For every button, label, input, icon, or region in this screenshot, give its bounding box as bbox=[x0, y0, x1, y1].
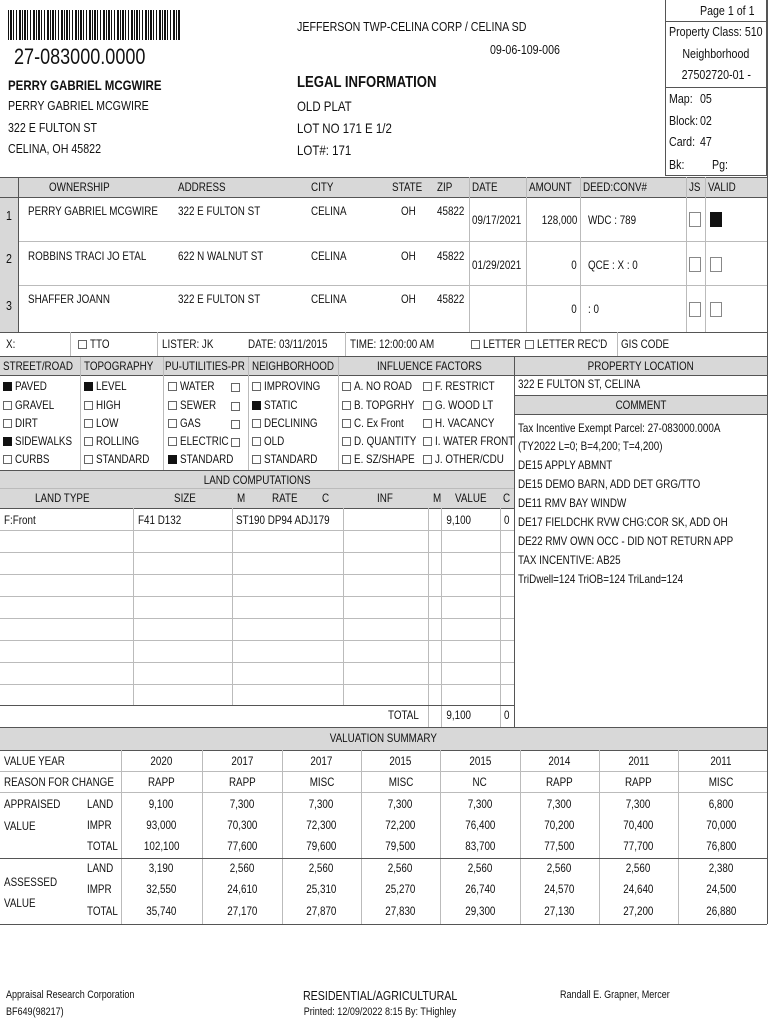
city-cell: CELINA bbox=[311, 204, 347, 218]
value-cell: 83,700 bbox=[464, 839, 496, 853]
value-cell: 93,000 bbox=[146, 818, 177, 832]
valid-checkbox[interactable] bbox=[710, 302, 722, 317]
value-cell: 2,560 bbox=[467, 861, 493, 875]
checkbox[interactable] bbox=[342, 401, 351, 410]
checkbox[interactable] bbox=[3, 401, 12, 410]
barcode bbox=[8, 10, 180, 40]
value-cell: 29,300 bbox=[464, 904, 496, 918]
value-cell: 7,300 bbox=[467, 797, 493, 811]
value-cell: 7,300 bbox=[309, 797, 334, 811]
checkbox[interactable] bbox=[84, 401, 93, 410]
footer-type: RESIDENTIAL/AGRICULTURAL bbox=[302, 988, 458, 1003]
check-item-gas[interactable]: GAS bbox=[168, 416, 205, 430]
legal-title: LEGAL INFORMATION bbox=[297, 74, 437, 91]
comment-line: TAX INCENTIVE: AB25 bbox=[518, 553, 621, 567]
check-item-standard[interactable]: STANDARD bbox=[168, 452, 245, 466]
value-cell: 26,740 bbox=[464, 882, 496, 896]
check-item-low[interactable]: LOW bbox=[84, 416, 123, 430]
appraised-label: VALUE bbox=[4, 819, 36, 833]
influence-h[interactable]: H. VACANCY bbox=[423, 416, 507, 430]
col-header: DATE bbox=[472, 180, 498, 194]
footer-printed: Printed: 12/09/2022 8:15 By: THighley bbox=[303, 1006, 457, 1018]
value-cell: 70,300 bbox=[226, 818, 258, 832]
year-cell: 2015 bbox=[389, 754, 412, 768]
col-header: STATE bbox=[392, 180, 423, 194]
tto-checkbox[interactable] bbox=[78, 340, 87, 349]
value-cell: 2,380 bbox=[708, 861, 734, 875]
legal-line: OLD PLAT bbox=[297, 98, 352, 114]
value-cell: 7,300 bbox=[388, 797, 413, 811]
checkbox[interactable] bbox=[84, 437, 93, 446]
x-label: X: bbox=[6, 337, 16, 351]
address-cell: 622 N WALNUT ST bbox=[178, 249, 264, 263]
checkbox[interactable] bbox=[168, 437, 177, 446]
influence-g[interactable]: G. WOOD LT bbox=[423, 398, 506, 412]
checkbox[interactable] bbox=[342, 437, 351, 446]
sub-label-total: TOTAL bbox=[87, 904, 118, 918]
value-cell: 102,100 bbox=[143, 839, 180, 853]
value-cell: 9,100 bbox=[149, 797, 174, 811]
value-cell: 79,600 bbox=[306, 839, 337, 853]
land-rate-cell: ST190 DP94 ADJ179 bbox=[236, 513, 330, 527]
valid-checkbox[interactable] bbox=[710, 212, 722, 227]
value-cell: 72,200 bbox=[385, 818, 416, 832]
comment-line: Tax Incentive Exempt Parcel: 27-083000.000A bbox=[518, 421, 721, 435]
value-cell: 2,560 bbox=[547, 861, 572, 875]
col-header: DEED:CONV# bbox=[583, 180, 647, 194]
gis-code: GIS CODE bbox=[621, 337, 670, 351]
legal-line: LOT#: 171 bbox=[297, 142, 352, 158]
checkbox[interactable] bbox=[423, 437, 432, 446]
sub-label-land: LAND bbox=[87, 797, 114, 811]
pr-checkbox[interactable] bbox=[231, 435, 243, 449]
col-header: M bbox=[433, 491, 442, 505]
value-cell: 26,880 bbox=[705, 904, 737, 918]
value-cell: 7,300 bbox=[229, 797, 255, 811]
value-cell: 2,560 bbox=[229, 861, 255, 875]
review-date: DATE: 03/11/2015 bbox=[248, 337, 328, 351]
owner-name-heading: PERRY GABRIEL MCGWIRE bbox=[8, 77, 162, 93]
pr-checkbox[interactable] bbox=[231, 417, 243, 431]
col-header: C bbox=[322, 491, 330, 505]
page-number: Page 1 of 1 bbox=[699, 3, 754, 18]
value-cell: 76,800 bbox=[705, 839, 737, 853]
checkbox[interactable] bbox=[168, 455, 177, 464]
land-total-c: 0 bbox=[504, 708, 510, 722]
bk-label: Bk: bbox=[669, 157, 685, 172]
checkbox[interactable] bbox=[84, 382, 93, 391]
influence-j[interactable]: J. OTHER/CDU bbox=[423, 452, 519, 466]
state-cell: OH bbox=[401, 204, 416, 218]
check-item-rolling[interactable]: ROLLING bbox=[84, 434, 149, 448]
property-class: Property Class: 510 bbox=[669, 24, 763, 39]
city-cell: CELINA bbox=[311, 292, 347, 306]
check-item-gravel[interactable]: GRAVEL bbox=[3, 398, 63, 412]
check-item-high[interactable]: HIGH bbox=[84, 398, 126, 412]
address-cell: 322 E FULTON ST bbox=[178, 292, 261, 306]
owner-line: PERRY GABRIEL MCGWIRE bbox=[8, 98, 149, 113]
year-cell: 2011 bbox=[710, 754, 732, 768]
checkbox[interactable] bbox=[423, 401, 432, 410]
sub-label-impr: IMPR bbox=[87, 882, 112, 896]
value-cell: 6,800 bbox=[708, 797, 734, 811]
comment-line: DE22 RMV OWN OCC - DID NOT RETURN APP bbox=[518, 534, 734, 548]
check-item-sewer[interactable]: SEWER bbox=[168, 398, 224, 412]
reason-cell: RAPP bbox=[625, 775, 652, 789]
col-header: OWNERSHIP bbox=[49, 180, 110, 194]
value-cell: 70,000 bbox=[705, 818, 737, 832]
check-item-curbs[interactable]: CURBS bbox=[3, 452, 57, 466]
property-location-value: 322 E FULTON ST, CELINA bbox=[518, 377, 641, 391]
value-cell: 27,870 bbox=[306, 904, 337, 918]
check-item-standard[interactable]: STANDARD bbox=[252, 452, 329, 466]
valid-checkbox[interactable] bbox=[710, 257, 722, 272]
year-cell: 2015 bbox=[469, 754, 491, 768]
land-size-cell: F41 D132 bbox=[138, 513, 182, 527]
checkbox[interactable] bbox=[3, 455, 12, 464]
sub-label-impr: IMPR bbox=[87, 818, 112, 832]
value-cell: 25,310 bbox=[306, 882, 337, 896]
year-cell: 2011 bbox=[627, 754, 650, 768]
parcel-id: 27-083000.0000 bbox=[14, 44, 146, 69]
date-cell: 09/17/2021 bbox=[472, 213, 522, 227]
value-cell: 32,550 bbox=[146, 882, 177, 896]
letter-recd-field: LETTER REC'D bbox=[525, 337, 623, 351]
influence-a[interactable]: A. NO ROAD bbox=[342, 379, 425, 393]
value-cell: 77,700 bbox=[623, 839, 654, 853]
footer-company: Appraisal Research Corporation bbox=[6, 989, 135, 1001]
checkbox[interactable] bbox=[252, 401, 261, 410]
comment-title: COMMENT bbox=[615, 398, 666, 412]
amount-cell: 0 bbox=[571, 302, 577, 316]
owner-line: CELINA, OH 45822 bbox=[8, 141, 102, 156]
col-header: INF bbox=[377, 491, 393, 505]
reason-cell: MISC bbox=[309, 775, 334, 789]
sub-label-land: LAND bbox=[87, 861, 114, 875]
checkbox[interactable] bbox=[252, 437, 261, 446]
value-cell: 70,400 bbox=[623, 818, 654, 832]
influence-title: INFLUENCE FACTORS bbox=[377, 359, 482, 373]
col-header: LAND TYPE bbox=[35, 491, 90, 505]
col-header: JS bbox=[689, 180, 701, 194]
row-number: 1 bbox=[6, 208, 12, 223]
comment-line: DE15 DEMO BARN, ADD DET GRG/TTO bbox=[518, 477, 701, 491]
zip-cell: 45822 bbox=[437, 204, 465, 218]
col-header: SIZE bbox=[174, 491, 196, 505]
value-cell: 24,570 bbox=[544, 882, 575, 896]
year-cell: 2020 bbox=[150, 754, 173, 768]
city-cell: CELINA bbox=[311, 249, 347, 263]
assessed-label: VALUE bbox=[4, 896, 36, 910]
land-title: LAND COMPUTATIONS bbox=[203, 473, 311, 487]
value-cell: 7,300 bbox=[626, 797, 651, 811]
reason-cell: RAPP bbox=[546, 775, 573, 789]
check-item-standard[interactable]: STANDARD bbox=[84, 452, 161, 466]
map-label: Map: bbox=[669, 91, 693, 106]
value-cell: 77,600 bbox=[226, 839, 258, 853]
influence-e[interactable]: E. SZ/SHAPE bbox=[342, 452, 428, 466]
amount-cell: 128,000 bbox=[541, 213, 577, 227]
owner-line: 322 E FULTON ST bbox=[8, 120, 98, 135]
value-cell: 35,740 bbox=[146, 904, 177, 918]
state-cell: OH bbox=[401, 249, 416, 263]
checkbox[interactable] bbox=[168, 419, 177, 428]
tto-field: TTO bbox=[78, 337, 114, 351]
state-cell: OH bbox=[401, 292, 416, 306]
block-value: 02 bbox=[700, 113, 712, 128]
map-value: 05 bbox=[700, 91, 712, 106]
land-type-cell: F:Front bbox=[4, 513, 36, 527]
check-item-electric[interactable]: ELECTRIC bbox=[168, 434, 239, 448]
comment-line: DE11 RMV BAY WINDW bbox=[518, 496, 627, 510]
check-item-level[interactable]: LEVEL bbox=[84, 379, 133, 393]
checkbox[interactable] bbox=[252, 455, 261, 464]
utilities-title: PU-UTILITIES-PR bbox=[165, 359, 245, 373]
value-cell: 72,300 bbox=[306, 818, 337, 832]
col-header: VALUE bbox=[455, 491, 487, 505]
col-header: VALID bbox=[708, 180, 736, 194]
deed-cell: WDC : 789 bbox=[588, 213, 637, 227]
footer-auditor: Randall E. Grapner, Mercer bbox=[560, 989, 670, 1001]
value-cell: 77,500 bbox=[544, 839, 575, 853]
year-cell: 2017 bbox=[310, 754, 333, 768]
checkbox[interactable] bbox=[423, 382, 432, 391]
reason-cell: RAPP bbox=[228, 775, 256, 789]
value-cell: 2,560 bbox=[626, 861, 651, 875]
col-header: ZIP bbox=[437, 180, 453, 194]
value-cell: 2,560 bbox=[309, 861, 334, 875]
reason-label: REASON FOR CHANGE bbox=[4, 775, 114, 789]
checkbox[interactable] bbox=[342, 382, 351, 391]
comment-line: DE17 FIELDCHK RVW CHG:COR SK, ADD OH bbox=[518, 515, 728, 529]
checkbox[interactable] bbox=[3, 419, 12, 428]
value-cell: 70,200 bbox=[544, 818, 575, 832]
card-label: Card: bbox=[669, 134, 696, 149]
checkbox[interactable] bbox=[168, 401, 177, 410]
checkbox[interactable] bbox=[84, 455, 93, 464]
pg-label: Pg: bbox=[712, 157, 729, 172]
letter-checkbox[interactable] bbox=[471, 340, 480, 349]
reason-cell: NC bbox=[472, 775, 488, 789]
reason-cell: MISC bbox=[708, 775, 734, 789]
date-cell: 01/29/2021 bbox=[472, 258, 522, 272]
checkbox[interactable] bbox=[3, 437, 12, 446]
block-label: Block: bbox=[669, 113, 699, 128]
land-c-cell: 0 bbox=[504, 513, 510, 527]
value-cell: 7,300 bbox=[547, 797, 572, 811]
col-header: RATE bbox=[272, 491, 298, 505]
checkbox[interactable] bbox=[423, 455, 432, 464]
check-item-paved[interactable]: PAVED bbox=[3, 379, 54, 393]
col-header: AMOUNT bbox=[529, 180, 572, 194]
legal-line: LOT NO 171 E 1/2 bbox=[297, 120, 392, 136]
influence-d[interactable]: D. QUANTITY bbox=[342, 434, 430, 448]
check-item-static[interactable]: STATIC bbox=[252, 398, 305, 412]
appraised-label: APPRAISED bbox=[4, 797, 61, 811]
comment-line: DE15 APPLY ABMNT bbox=[518, 458, 613, 472]
check-item-declining[interactable]: DECLINING bbox=[252, 416, 329, 430]
value-cell: 24,500 bbox=[705, 882, 737, 896]
lister: LISTER: JK bbox=[162, 337, 214, 351]
col-header: CITY bbox=[311, 180, 334, 194]
checkbox[interactable] bbox=[342, 419, 351, 428]
checkbox[interactable] bbox=[3, 382, 12, 391]
influence-i[interactable]: I. WATER FRONT bbox=[423, 434, 532, 448]
value-cell: 79,500 bbox=[385, 839, 416, 853]
year-cell: 2017 bbox=[231, 754, 253, 768]
comment-line: (TY2022 L=0; B=4,200; T=4,200) bbox=[518, 439, 663, 453]
influence-c[interactable]: C. Ex Front bbox=[342, 416, 415, 430]
assessed-label: ASSESSED bbox=[4, 875, 58, 889]
js-checkbox[interactable] bbox=[689, 212, 701, 227]
reason-cell: MISC bbox=[388, 775, 413, 789]
owner-cell: SHAFFER JOANN bbox=[28, 292, 111, 306]
amount-cell: 0 bbox=[571, 258, 577, 272]
owner-cell: PERRY GABRIEL MCGWIRE bbox=[28, 204, 158, 218]
card-value: 47 bbox=[700, 134, 712, 149]
value-cell: 27,130 bbox=[544, 904, 575, 918]
topography-title: TOPOGRAPHY bbox=[84, 359, 154, 373]
review-time: TIME: 12:00:00 AM bbox=[350, 337, 435, 351]
value-year-label: VALUE YEAR bbox=[4, 754, 65, 768]
col-header: C bbox=[503, 491, 511, 505]
address-cell: 322 E FULTON ST bbox=[178, 204, 261, 218]
value-cell: 24,610 bbox=[226, 882, 258, 896]
checkbox[interactable] bbox=[342, 455, 351, 464]
js-checkbox[interactable] bbox=[689, 257, 701, 272]
map-number: 09-06-109-006 bbox=[490, 42, 560, 57]
sub-label-total: TOTAL bbox=[87, 839, 118, 853]
neighborhood-code: 27502720-01 - bbox=[681, 67, 751, 82]
neighborhood-title: NEIGHBORHOOD bbox=[252, 359, 335, 373]
influence-f[interactable]: F. RESTRICT bbox=[423, 379, 508, 393]
land-value-cell: 9,100 bbox=[446, 513, 472, 527]
owner-cell: ROBBINS TRACI JO ETAL bbox=[28, 249, 147, 263]
valuation-title: VALUATION SUMMARY bbox=[329, 731, 438, 745]
zip-cell: 45822 bbox=[437, 292, 465, 306]
value-cell: 27,830 bbox=[385, 904, 416, 918]
check-item-improving[interactable]: IMPROVING bbox=[252, 379, 333, 393]
deed-cell: : 0 bbox=[588, 302, 599, 316]
col-header: ADDRESS bbox=[178, 180, 226, 194]
year-cell: 2014 bbox=[548, 754, 571, 768]
deed-cell: QCE : X : 0 bbox=[588, 258, 638, 272]
property-location-title: PROPERTY LOCATION bbox=[587, 359, 694, 373]
reason-cell: RAPP bbox=[148, 775, 175, 789]
row-number: 2 bbox=[6, 251, 12, 266]
check-item-water[interactable]: WATER bbox=[168, 379, 222, 393]
value-cell: 3,190 bbox=[149, 861, 174, 875]
check-item-old[interactable]: OLD bbox=[252, 434, 289, 448]
checkbox[interactable] bbox=[168, 382, 177, 391]
influence-b[interactable]: B. TOPGRHY bbox=[342, 398, 428, 412]
value-cell: 25,270 bbox=[385, 882, 416, 896]
js-checkbox[interactable] bbox=[689, 302, 701, 317]
street-road-title: STREET/ROAD bbox=[3, 359, 73, 373]
neighborhood-label: Neighborhood bbox=[682, 46, 750, 61]
pr-checkbox[interactable] bbox=[231, 380, 243, 394]
comment-line: TriDwell=124 TriOB=124 TriLand=124 bbox=[518, 572, 684, 586]
pr-checkbox[interactable] bbox=[231, 399, 243, 413]
row-number: 3 bbox=[6, 298, 12, 313]
value-cell: 27,170 bbox=[226, 904, 258, 918]
checkbox[interactable] bbox=[423, 419, 432, 428]
value-cell: 24,640 bbox=[623, 882, 654, 896]
land-total-value: 9,100 bbox=[446, 708, 472, 722]
value-cell: 2,560 bbox=[388, 861, 413, 875]
footer-form: BF649(98217) bbox=[6, 1006, 64, 1018]
value-cell: 76,400 bbox=[464, 818, 496, 832]
checkbox[interactable] bbox=[252, 382, 261, 391]
letter-recd-checkbox[interactable] bbox=[525, 340, 534, 349]
col-header: M bbox=[237, 491, 246, 505]
check-item-dirt[interactable]: DIRT bbox=[3, 416, 43, 430]
value-cell: 27,200 bbox=[623, 904, 654, 918]
zip-cell: 45822 bbox=[437, 249, 465, 263]
check-item-sidewalks[interactable]: SIDEWALKS bbox=[3, 434, 85, 448]
land-total-label: TOTAL bbox=[388, 708, 419, 722]
letter-field: LETTER bbox=[471, 337, 529, 351]
checkbox[interactable] bbox=[84, 419, 93, 428]
district: JEFFERSON TWP-CELINA CORP / CELINA SD bbox=[297, 19, 527, 34]
checkbox[interactable] bbox=[252, 419, 261, 428]
